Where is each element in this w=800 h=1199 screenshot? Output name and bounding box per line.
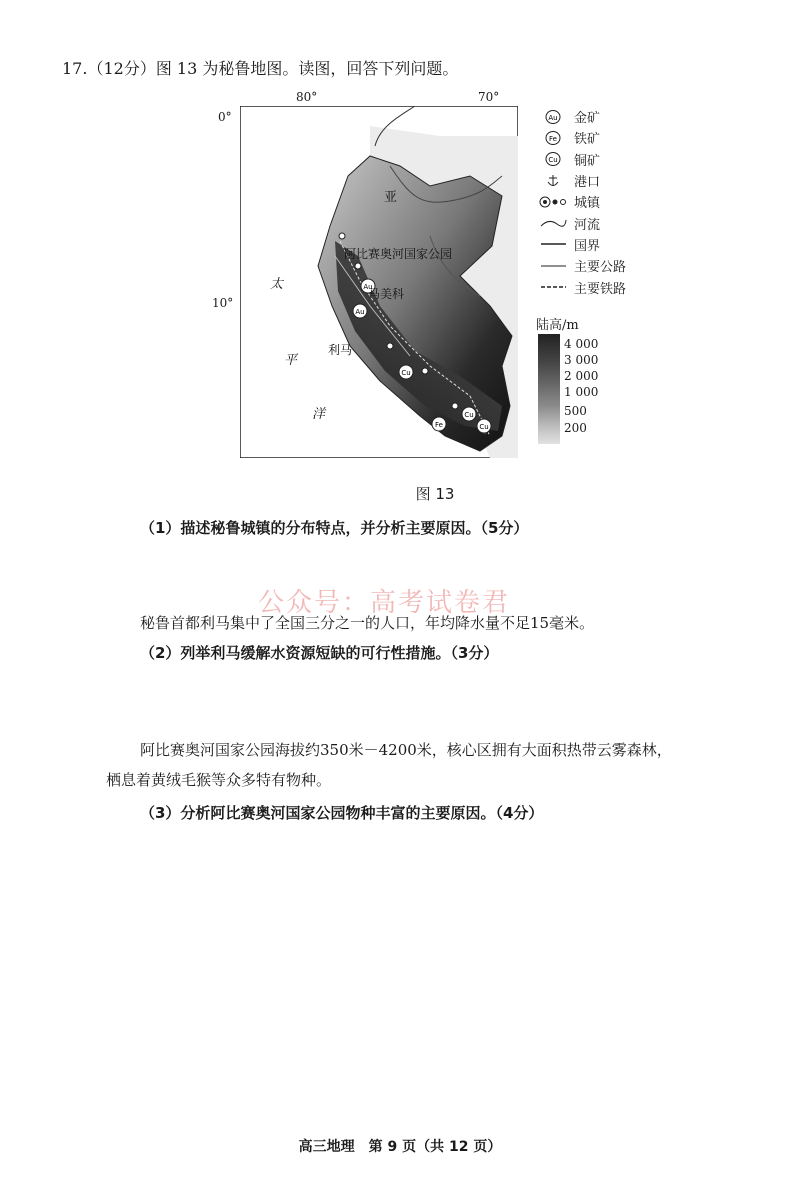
longitude-label-70: 70° xyxy=(478,90,500,104)
longitude-label-80: 80° xyxy=(296,90,318,104)
river-icon xyxy=(538,216,568,230)
context-paragraph-3-line-2: 栖息着黄绒毛猴等众多特有物种。 xyxy=(106,771,332,789)
mine-au-1: Au xyxy=(363,283,373,291)
context-paragraph-2: 秘鲁首都利马集中了全国三分之一的人口，年均降水量不足15毫米。 xyxy=(140,614,595,632)
legend-label: 国界 xyxy=(574,238,601,254)
legend-label: 主要公路 xyxy=(574,260,627,276)
ocean-label-1: 太 xyxy=(270,277,284,292)
mine-cu-1: Cu xyxy=(401,369,411,377)
sub-question-2: （2）列举利马缓解水资源短缺的可行性措施。（3分） xyxy=(140,644,499,662)
elevation-tick: 4 000 xyxy=(564,337,599,351)
svg-text:Cu: Cu xyxy=(548,156,558,165)
mine-cu-3: Cu xyxy=(479,423,489,431)
legend-item-port xyxy=(538,170,668,191)
map-legend xyxy=(538,106,668,298)
road-icon xyxy=(538,259,568,273)
elevation-tick: 1 000 xyxy=(564,385,599,399)
mine-fe: Fe xyxy=(435,421,443,429)
question-heading xyxy=(62,56,458,79)
elevation-title: 陆高/m xyxy=(536,318,579,333)
legend-item-border xyxy=(538,234,668,255)
legend-item-river xyxy=(538,212,668,233)
elevation-tick: 500 xyxy=(564,404,587,418)
latitude-label-10: 10° xyxy=(212,296,234,310)
town-icon xyxy=(538,195,568,209)
border-icon xyxy=(538,237,568,251)
ocean-label-3: 洋 xyxy=(312,407,326,422)
legend-item-rail xyxy=(538,276,668,297)
gold-mine-icon xyxy=(538,109,568,125)
legend-item-copper xyxy=(538,149,668,170)
question-intro: 图 13 为秘鲁地图。读图，回答下列问题。 xyxy=(155,59,459,78)
lima-label: 利马 xyxy=(328,343,353,357)
context-paragraph-3-line-1: 阿比赛奥河国家公园海拔约350米－4200米，核心区拥有大面积热带云雾森林， xyxy=(140,741,672,759)
question-number: 17. xyxy=(62,59,88,78)
sub-question-3: （3）分析阿比赛奥河国家公园物种丰富的主要原因。（4分） xyxy=(140,804,544,822)
sub-question-1: （1）描述秘鲁城镇的分布特点，并分析主要原因。（5分） xyxy=(140,519,529,537)
elevation-tick: 200 xyxy=(564,421,587,435)
watermark: 公众号：高考试卷君 xyxy=(258,588,511,618)
page-footer: 高三地理 第 9 页（共 12 页） xyxy=(298,1139,502,1155)
svg-text:Au: Au xyxy=(548,113,558,122)
latitude-label-0: 0° xyxy=(218,110,232,124)
legend-label: 河流 xyxy=(574,217,601,233)
legend-item-iron xyxy=(538,127,668,148)
figure-caption: 图 13 xyxy=(415,485,455,503)
legend-item-gold xyxy=(538,106,668,127)
port-icon xyxy=(538,173,568,189)
map-svg xyxy=(240,106,518,458)
copper-mine-icon xyxy=(538,151,568,167)
legend-label: 金矿 xyxy=(574,111,601,127)
legend-label: 铜矿 xyxy=(574,153,601,169)
legend-label: 主要铁路 xyxy=(574,281,627,297)
legend-label: 城镇 xyxy=(574,196,601,212)
legend-item-road xyxy=(538,255,668,276)
legend-item-town xyxy=(538,191,668,212)
elevation-color-bar xyxy=(538,334,560,444)
mine-cu-2: Cu xyxy=(464,411,474,419)
elevation-tick: 3 000 xyxy=(564,353,599,367)
railway-icon xyxy=(538,280,568,294)
ocean-label-2: 平 xyxy=(284,353,298,368)
legend-label: 铁矿 xyxy=(574,132,601,148)
question-points: （12分） xyxy=(87,59,156,78)
country-label: 亚 xyxy=(384,190,398,205)
legend-label: 港口 xyxy=(574,175,601,191)
peru-map xyxy=(240,106,518,458)
elevation-tick: 2 000 xyxy=(564,369,599,383)
iron-mine-icon xyxy=(538,130,568,146)
andes-label: 马美科 xyxy=(368,287,405,301)
mine-au-2: Au xyxy=(355,308,365,316)
park-label: 阿比赛奥河国家公园 xyxy=(344,247,453,261)
svg-text:Fe: Fe xyxy=(549,134,557,143)
